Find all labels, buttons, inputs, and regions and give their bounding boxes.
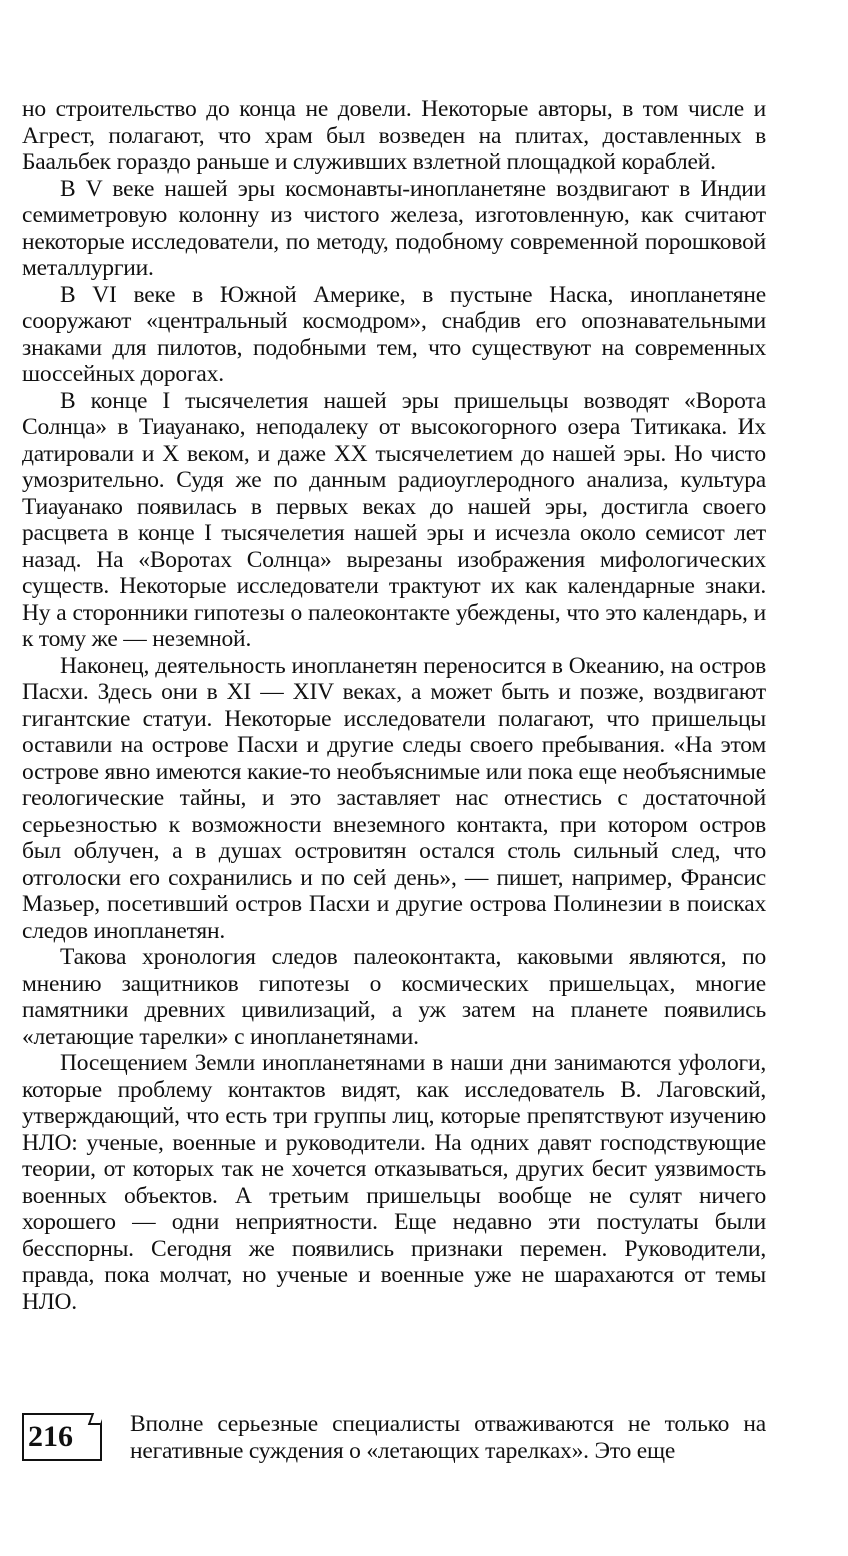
paragraph: В конце I тысячелетия нашей эры пришельцы возводят «Ворота Солнца» в Тиауанако, неподалеку от высокогорного озера Титикака. Их датировали и X веком, и даже XX тысячелетием до нашей эры. Но чисто умозрительно. Судя же по данным радиоуглеродного анализа, культура Тиауанако появилась в первых веках до нашей эры, достигла своего расцвета в конце I тысячелетия нашей эры и исчезла около семисот лет назад. На «Воротах Солнца» вырезаны изображения мифологических существ. Некоторые исследователи трактуют их как календарные знаки. Ну а сторонники гипотезы о палеоконтакте убеждены, что это календарь, и к тому же — неземной. — [22, 387, 766, 652]
page-number: 216 — [22, 1413, 102, 1461]
paragraph: В VI веке в Южной Америке, в пустыне Наска, инопланетяне сооружают «центральный космодром», снабдив его опознавательными знаками для пилотов, подобными тем, что существуют на современных шоссейных дорогах. — [22, 281, 766, 387]
body-text — [22, 96, 766, 1315]
paragraph: В V веке нашей эры космонавты-инопланетяне воздвигают в Индии семиметровую колонну из чистого железа, изготовленную, как считают некоторые исследователи, по методу, подобному современной порошковой металлургии. — [22, 175, 766, 281]
paragraph: Такова хронология следов палеоконтакта, каковыми являются, по мнению защитников гипотезы о космических пришельцах, многие памятники древних цивилизаций, а уж затем на планете появились «летающие тарелки» с инопланетянами. — [22, 944, 766, 1050]
paragraph: Наконец, деятельность инопланетян переносится в Океанию, на остров Пасхи. Здесь они в XI — XIV веках, а может быть и позже, воздвигают гигантские статуи. Некоторые исследователи полагают, что пришельцы оставили на острове Пасхи и другие следы своего пребывания. «На этом острове явно имеются какие-то необъяснимые или пока еще необъяснимые геологические тайны, и это заставляет нас отнестись с достаточной серьезностью к возможности внеземного контакта, при котором остров был облучен, а в душах островитян остался столь сильный след, что отголоски его сохранились и по сей день», — пишет, например, Франсис Мазьер, посетивший остров Пасхи и другие острова Полинезии в поисках следов инопланетян. — [22, 652, 766, 944]
page-footer — [22, 1411, 766, 1471]
paragraph-continuation: Вполне серьезные специалисты отваживаются не только на негативные суждения о «летающих тарелках». Это еще — [130, 1411, 766, 1464]
paragraph: но строительство до конца не довели. Некоторые авторы, в том числе и Агрест, полагают, что храм был возведен на плитах, доставленных в Баальбек гораздо раньше и служивших взлетной площадкой кораблей. — [22, 96, 766, 175]
paragraph: Посещением Земли инопланетянами в наши дни занимаются уфологи, которые проблему контактов видят, как исследователь В. Лаговский, утверждающий, что есть три группы лиц, которые препятствуют изучению НЛО: ученые, военные и руководители. На одних давят господствующие теории, от которых так не хочется отказываться, других бесит уязвимость военных объектов. А третьим пришельцы вообще не сулят ничего хорошего — одни неприятности. Еще недавно эти постулаты были бесспорны. Сегодня же появились признаки перемен. Руководители, правда, пока молчат, но ученые и военные уже не шарахаются от темы НЛО. — [22, 1050, 766, 1315]
